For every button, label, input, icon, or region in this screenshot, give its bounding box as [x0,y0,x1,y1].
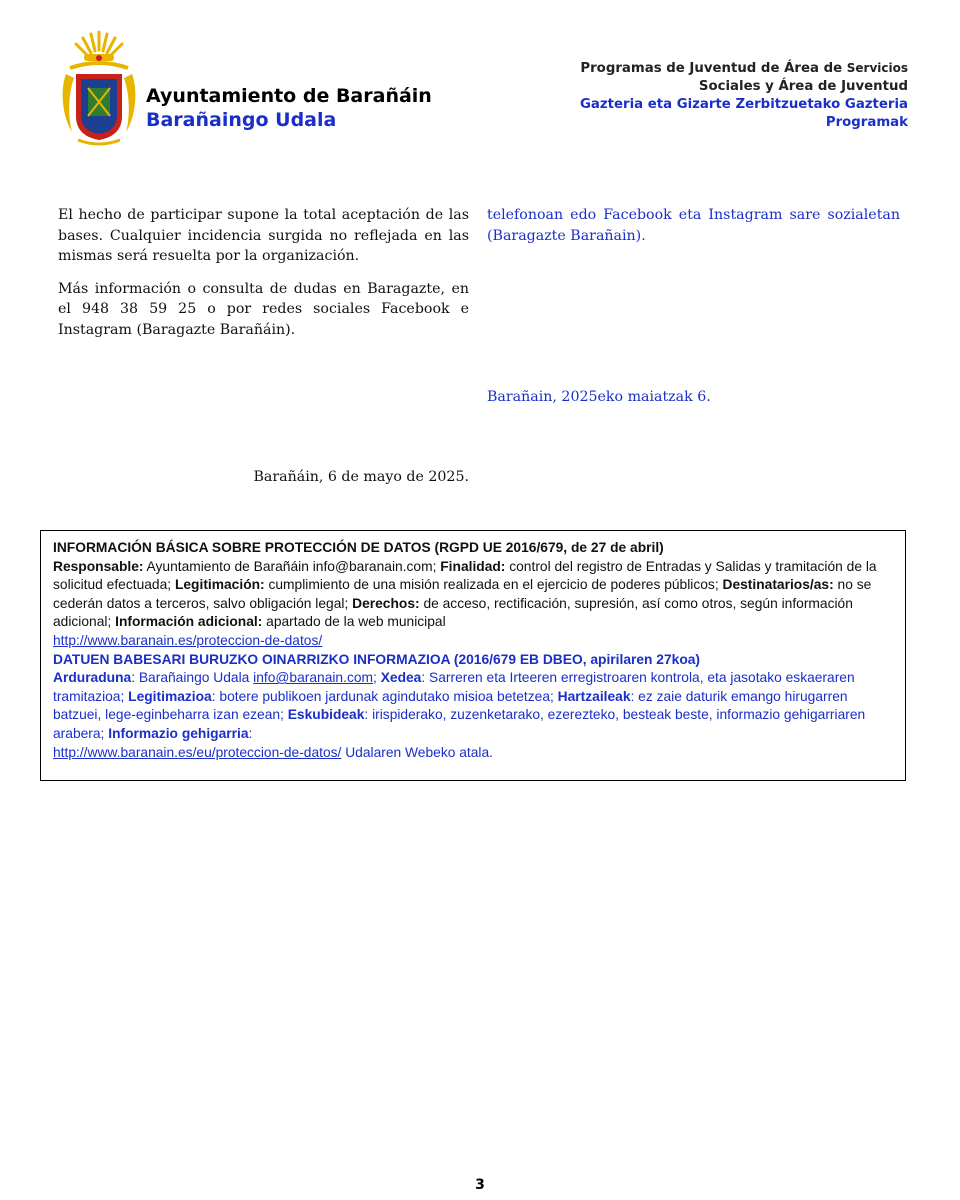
basque-column [487,205,900,246]
coat-of-arms-icon [58,28,140,146]
es-paragraph-info: Más información o consulta de dudas en Baragazte, en el 948 38 59 25 o por redes sociales Facebook e Instagram (Baragazte Barañáin). [58,280,469,338]
legitimazioa-text: : botere publikoen jardunak agindutako misioa betetzea; [211,688,558,704]
org-name-es: Ayuntamiento de Barañáin [146,85,432,107]
page-number: 3 [475,1177,485,1193]
informazio-gehigarria-label: Informazio gehigarria [108,725,249,741]
derechos-label: Derechos: [352,595,420,611]
privacy-es [53,539,893,651]
derechos-text: de acceso, rectificación, supresión, así como otros, según información adicional; [53,595,853,630]
legitimacion-label: Legitimación: [174,577,265,593]
destinatarios-label: Destinatarios/as: [722,577,834,593]
xedea-text: : Sarreren eta Irteeren erregistroaren kontrola, eta jasotako eskaeraren tramitazioa; [53,670,855,704]
spanish-column [58,205,469,352]
eu-date: Barañain, 2025eko maiatzak 6. [487,389,711,405]
program-title-es-line1 [488,59,908,78]
arduraduna-text: : Barañaingo Udala [131,670,254,686]
privacy-eu-link-suffix: Udalaren Webeko atala. [341,744,493,760]
program-title-eu-line2: Programak [825,115,908,130]
data-protection-box [40,530,906,781]
email-link[interactable]: info@baranain.com [253,670,374,686]
program-title-eu-line1: Gazteria eta Gizarte Zerbitzuetako Gazteria [580,97,908,112]
program-title-es-part2: Servicios [846,61,908,75]
informazio-gehigarria-text: : [248,725,253,741]
hartzaileak-text: : ez zaie daturik emango hirugarren batzuei, lege-eginbeharra izan ezean; [53,688,848,723]
organization-name [146,84,432,132]
org-name-eu: Barañaingo Udala [146,109,337,131]
finalidad-text: control del registro de Entradas y Salidas y tramitación de la solicitud efectuada; [53,558,877,593]
xedea-label: Xedea [380,670,422,686]
privacy-es-link[interactable]: http://www.baranain.es/proteccion-de-datos/ [53,632,323,648]
program-title-es-line2: Sociales y Área de Juventud [698,79,908,94]
privacy-es-title: INFORMACIÓN BÁSICA SOBRE PROTECCIÓN DE DATOS (RGPD UE 2016/679, de 27 de abril) [53,540,664,555]
info-adicional-label: Información adicional: [115,614,263,630]
privacy-eu-link[interactable]: http://www.baranain.es/eu/proteccion-de-datos/ [53,744,342,760]
privacy-eu-title: DATUEN BABESARI BURUZKO OINARRIZKO INFORMAZIOA (2016/679 EB DBEO, apirilaren 27koa) [53,651,701,667]
eskubideak-text: : irispiderako, zuzenketarako, ezerezteko, besteak beste, informazio gehigarriaren arabera; [53,707,866,741]
hartzaileak-label: Hartzaileak [557,688,631,704]
program-title-es-part1: Programas de Juventud de Área de [580,61,843,76]
finalidad-label: Finalidad: [440,558,506,574]
es-date: Barañáin, 6 de mayo de 2025. [253,469,469,485]
program-header [488,59,908,132]
destinatarios-text: no se cederán datos a terceros, salvo obligación legal; [53,577,872,611]
responsable-label: Responsable: [53,558,144,574]
eskubideak-label: Eskubideak [287,707,365,723]
info-adicional-text: apartado de la web municipal [262,614,446,630]
legitimacion-text: cumplimiento de una misión realizada en el ejercicio de poderes públicos; [264,577,723,593]
es-paragraph-rules: El hecho de participar supone la total aceptación de las bases. Cualquier incidencia surgida no reflejada en las mismas será resuelta por la organización. [58,207,469,264]
sep-text: ; [373,670,381,686]
eu-paragraph-info: telefonoan edo Facebook eta Instagram sare sozialetan (Baragazte Barañain). [487,207,900,244]
legitimazioa-label: Legitimazioa [128,688,212,704]
arduraduna-label: Arduraduna [53,670,132,686]
privacy-eu [53,651,893,763]
responsable-text: Ayuntamiento de Barañáin info@baranain.com; [143,558,441,574]
